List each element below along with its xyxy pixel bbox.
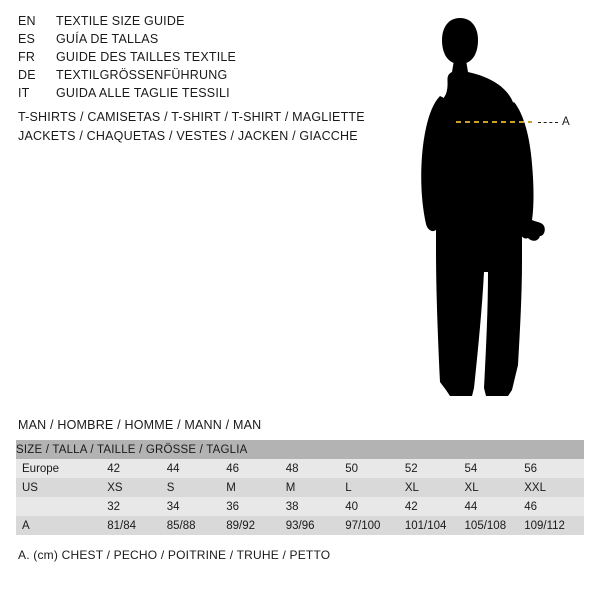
footnote-chest-measure: A. (cm) CHEST / PECHO / POITRINE / TRUHE / PETTO <box>18 548 331 562</box>
language-row <box>18 68 398 86</box>
language-row <box>18 32 398 50</box>
row-label <box>16 497 107 516</box>
table-row <box>16 459 584 478</box>
cell: 46 <box>226 459 286 478</box>
cell: 54 <box>465 459 525 478</box>
language-row <box>18 14 398 32</box>
cell: 40 <box>345 497 405 516</box>
silhouette-icon <box>390 10 600 410</box>
language-title: GUIDE DES TAILLES TEXTILE <box>56 50 237 64</box>
cell: 34 <box>167 497 227 516</box>
row-label: Europe <box>16 459 107 478</box>
cell: 56 <box>524 459 584 478</box>
row-label: A <box>16 516 107 535</box>
language-code: EN <box>18 14 36 28</box>
garment-line-jackets: JACKETS / CHAQUETAS / VESTES / JACKEN / GIACCHE <box>18 129 358 143</box>
language-title: TEXTILE SIZE GUIDE <box>56 14 185 28</box>
garment-line-tshirts: T-SHIRTS / CAMISETAS / T-SHIRT / T-SHIRT / MAGLIETTE <box>18 110 365 124</box>
language-title: TEXTILGRÖSSENFÜHRUNG <box>56 68 228 82</box>
cell: 50 <box>345 459 405 478</box>
cell: L <box>345 478 405 497</box>
cell: 105/108 <box>465 516 525 535</box>
table-header-label: SIZE / TALLA / TAILLE / GRÖSSE / TAGLIA <box>16 440 584 459</box>
cell: XL <box>405 478 465 497</box>
cell: 89/92 <box>226 516 286 535</box>
cell: 97/100 <box>345 516 405 535</box>
cell: 109/112 <box>524 516 584 535</box>
language-title: GUÍA DE TALLAS <box>56 32 159 46</box>
cell: XL <box>465 478 525 497</box>
cell: M <box>286 478 346 497</box>
cell: 48 <box>286 459 346 478</box>
language-code: FR <box>18 50 36 64</box>
male-silhouette-figure <box>390 10 600 410</box>
table-header-row <box>16 440 584 459</box>
cell: S <box>167 478 227 497</box>
cell: 36 <box>226 497 286 516</box>
callout-label-a: A <box>562 116 570 128</box>
cell: 42 <box>107 459 167 478</box>
cell: M <box>226 478 286 497</box>
cell: 81/84 <box>107 516 167 535</box>
language-code: DE <box>18 68 36 82</box>
language-row <box>18 50 398 68</box>
cell: 93/96 <box>286 516 346 535</box>
cell: 101/104 <box>405 516 465 535</box>
cell: XXL <box>524 478 584 497</box>
cell: 52 <box>405 459 465 478</box>
cell: XS <box>107 478 167 497</box>
table-row <box>16 478 584 497</box>
cell: 42 <box>405 497 465 516</box>
table-group-title: MAN / HOMBRE / HOMME / MANN / MAN <box>18 418 262 432</box>
cell: 85/88 <box>167 516 227 535</box>
cell: 38 <box>286 497 346 516</box>
language-title: GUIDA ALLE TAGLIE TESSILI <box>56 86 230 100</box>
cell: 46 <box>524 497 584 516</box>
cell: 44 <box>167 459 227 478</box>
language-title-block <box>18 14 398 104</box>
language-code: IT <box>18 86 30 100</box>
cell: 44 <box>465 497 525 516</box>
garment-category-list <box>18 108 438 146</box>
row-label: US <box>16 478 107 497</box>
language-code: ES <box>18 32 36 46</box>
size-table <box>16 440 584 535</box>
cell: 32 <box>107 497 167 516</box>
table-row <box>16 516 584 535</box>
table-row <box>16 497 584 516</box>
language-row <box>18 86 398 104</box>
callout-leader-line <box>538 122 558 123</box>
